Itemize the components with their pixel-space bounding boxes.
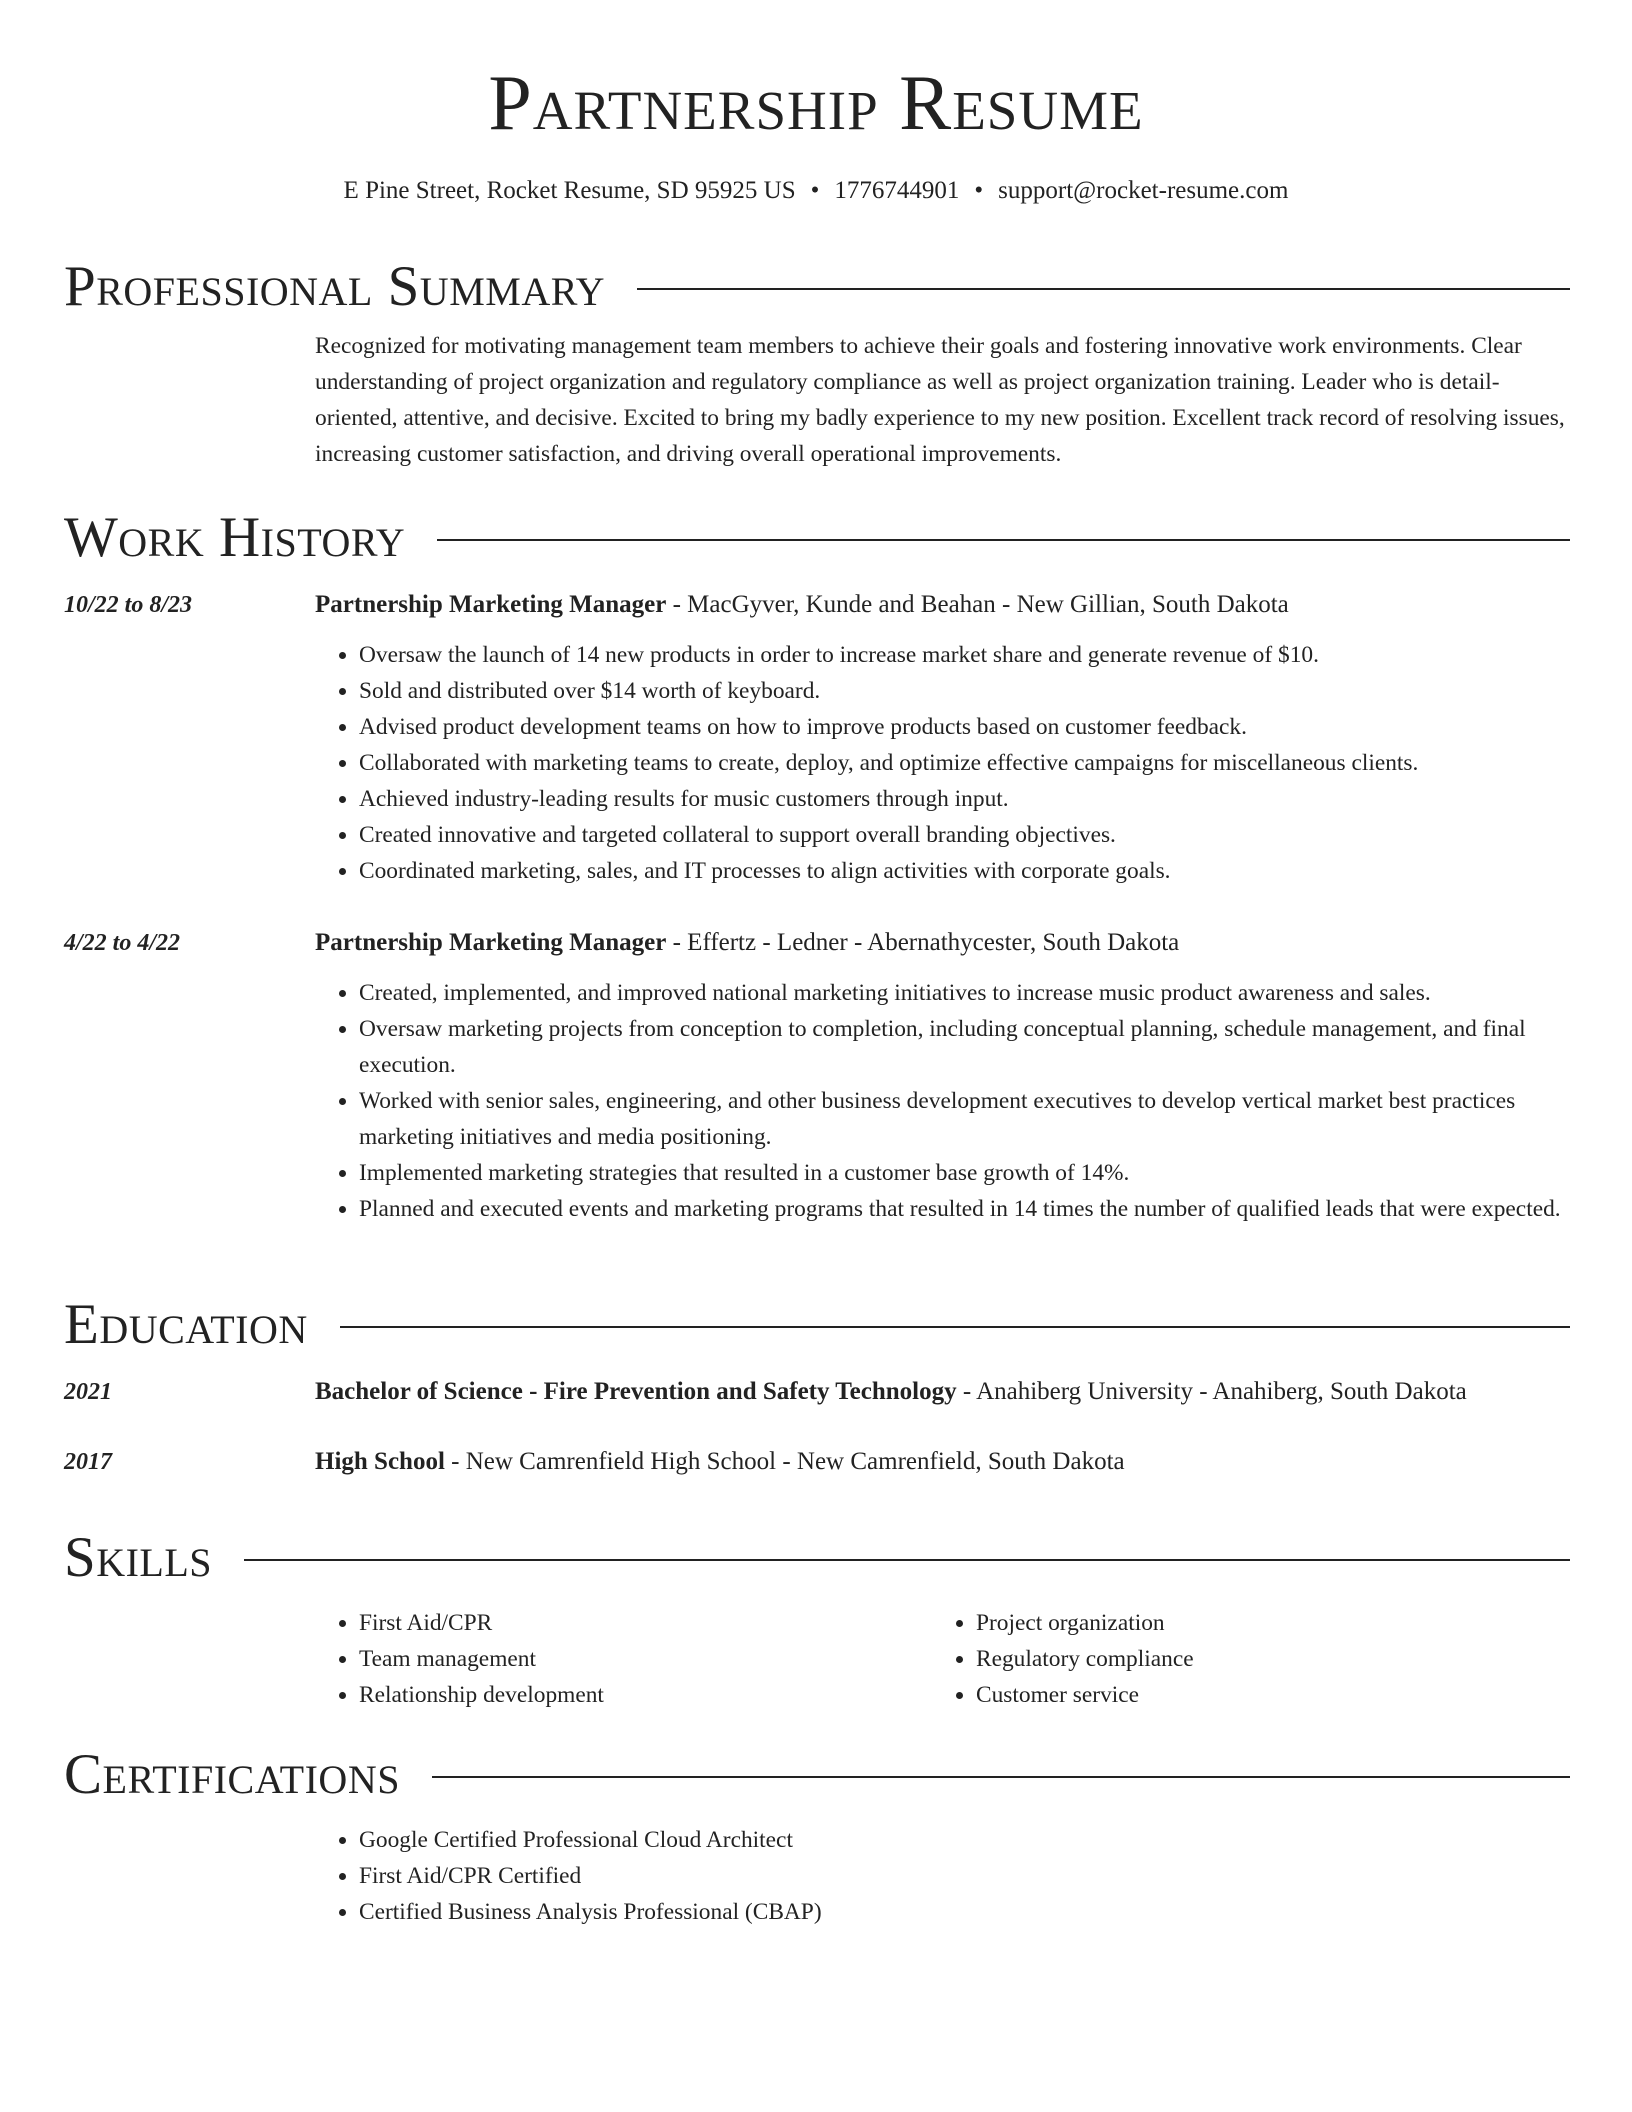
education-year: 2021 — [64, 1379, 112, 1405]
contact-line — [0, 174, 1632, 208]
section-title: Education — [64, 1293, 308, 1356]
job-bullet: • Created innovative and targeted collateral to support overall branding objectives. — [359, 817, 1570, 853]
section-title: Certifications — [64, 1743, 400, 1806]
skill-item: • Project organization — [976, 1605, 1549, 1641]
job-entry — [64, 587, 1570, 889]
skills-list-left — [315, 1605, 932, 1713]
education-school: - New Camrenfield High School - New Camrenfield, South Dakota — [444, 1448, 1125, 1475]
skill-item: • Relationship development — [359, 1677, 932, 1713]
certification-item: • Certified Business Analysis Professional (CBAP) — [359, 1894, 1359, 1930]
section-divider — [340, 1326, 1570, 1328]
job-bullet: • Worked with senior sales, engineering, and other business development executives to develop vertical market best practices marketing initiatives and media positioning. — [359, 1083, 1570, 1155]
job-title: Partnership Marketing Manager — [315, 591, 667, 618]
job-title: Partnership Marketing Manager — [315, 929, 667, 956]
job-dates: 4/22 to 4/22 — [64, 930, 181, 956]
contact-separator: • — [810, 177, 820, 204]
job-bullet: • Sold and distributed over $14 worth of keyboard. — [359, 673, 1570, 709]
job-bullet: • Planned and executed events and marketing programs that resulted in 14 times the number of qualified leads that were expected. — [359, 1191, 1570, 1227]
education-degree: High School — [315, 1448, 445, 1475]
job-bullets — [315, 975, 1570, 1227]
summary-section — [64, 252, 1570, 472]
section-divider — [432, 1776, 1570, 1778]
skill-item: • First Aid/CPR — [359, 1605, 932, 1641]
section-header — [64, 1290, 1570, 1360]
certification-item: • Google Certified Professional Cloud Architect — [359, 1822, 1359, 1858]
contact-separator: • — [974, 177, 984, 204]
education-section — [64, 1290, 1570, 1360]
certifications-list — [315, 1822, 1359, 1930]
job-bullet: • Achieved industry-leading results for music customers through input. — [359, 781, 1570, 817]
education-year: 2017 — [64, 1449, 112, 1475]
education-heading — [315, 1444, 1570, 1480]
certifications-list-wrap — [315, 1822, 1570, 1930]
skills-grid — [315, 1605, 1570, 1713]
contact-email: support@rocket-resume.com — [998, 177, 1289, 204]
section-header — [64, 252, 1570, 322]
section-title: Professional Summary — [64, 255, 606, 318]
job-heading — [315, 587, 1570, 623]
section-header — [64, 1740, 1570, 1810]
skills-list-right — [932, 1605, 1549, 1713]
section-divider — [437, 539, 1570, 541]
skill-item: • Regulatory compliance — [976, 1641, 1549, 1677]
education-entry — [64, 1444, 1570, 1480]
job-employer: - MacGyver, Kunde and Beahan - New Gillian, South Dakota — [666, 591, 1289, 618]
job-dates: 10/22 to 8/23 — [64, 592, 193, 618]
certifications-section — [64, 1740, 1570, 1930]
section-header — [64, 1523, 1570, 1593]
summary-text: Recognized for motivating management team members to achieve their goals and fostering innovative work environments. Clear understanding of project organization and regulatory compliance as well as project organization training. Leader who is detail-oriented, attentive, and decisive. Excited to bring my badly experience to my new position. Excellent track record of resolving issues, increasing customer satisfaction, and driving overall operational improvements. — [315, 333, 1565, 467]
job-bullet: • Coordinated marketing, sales, and IT processes to align activities with corporate goals. — [359, 853, 1570, 889]
skill-item: • Team management — [359, 1641, 932, 1677]
section-header — [64, 503, 1570, 573]
job-bullet: • Advised product development teams on how to improve products based on customer feedback. — [359, 709, 1570, 745]
education-entry — [64, 1374, 1570, 1410]
section-divider — [244, 1559, 1570, 1561]
certification-item: • First Aid/CPR Certified — [359, 1858, 1359, 1894]
section-title: Skills — [64, 1526, 213, 1589]
job-bullet: • Oversaw marketing projects from conception to completion, including conceptual planning, schedule management, and final execution. — [359, 1011, 1570, 1083]
contact-phone: 1776744901 — [834, 177, 960, 204]
section-title: Work History — [64, 506, 406, 569]
skills-section — [64, 1523, 1570, 1713]
job-employer: - Effertz - Ledner - Abernathycester, South Dakota — [666, 929, 1180, 956]
section-divider — [637, 288, 1570, 290]
education-degree: Bachelor of Science - Fire Prevention and Safety Technology — [315, 1378, 957, 1405]
skill-item: • Customer service — [976, 1677, 1549, 1713]
job-bullet: • Created, implemented, and improved national marketing initiatives to increase music product awareness and sales. — [359, 975, 1570, 1011]
resume-name: Partnership Resume — [488, 59, 1144, 146]
job-bullet: • Implemented marketing strategies that resulted in a customer base growth of 14%. — [359, 1155, 1570, 1191]
education-school: - Anahiberg University - Anahiberg, South Dakota — [956, 1378, 1467, 1405]
job-bullet: • Oversaw the launch of 14 new products in order to increase market share and generate revenue of $10. — [359, 637, 1570, 673]
job-heading — [315, 925, 1570, 961]
education-heading — [315, 1374, 1570, 1410]
job-bullets — [315, 637, 1570, 889]
work-history-section — [64, 503, 1570, 573]
job-bullet: • Collaborated with marketing teams to create, deploy, and optimize effective campaigns for miscellaneous clients. — [359, 745, 1570, 781]
job-entry — [64, 925, 1570, 1227]
contact-address: E Pine Street, Rocket Resume, SD 95925 US — [343, 177, 796, 204]
